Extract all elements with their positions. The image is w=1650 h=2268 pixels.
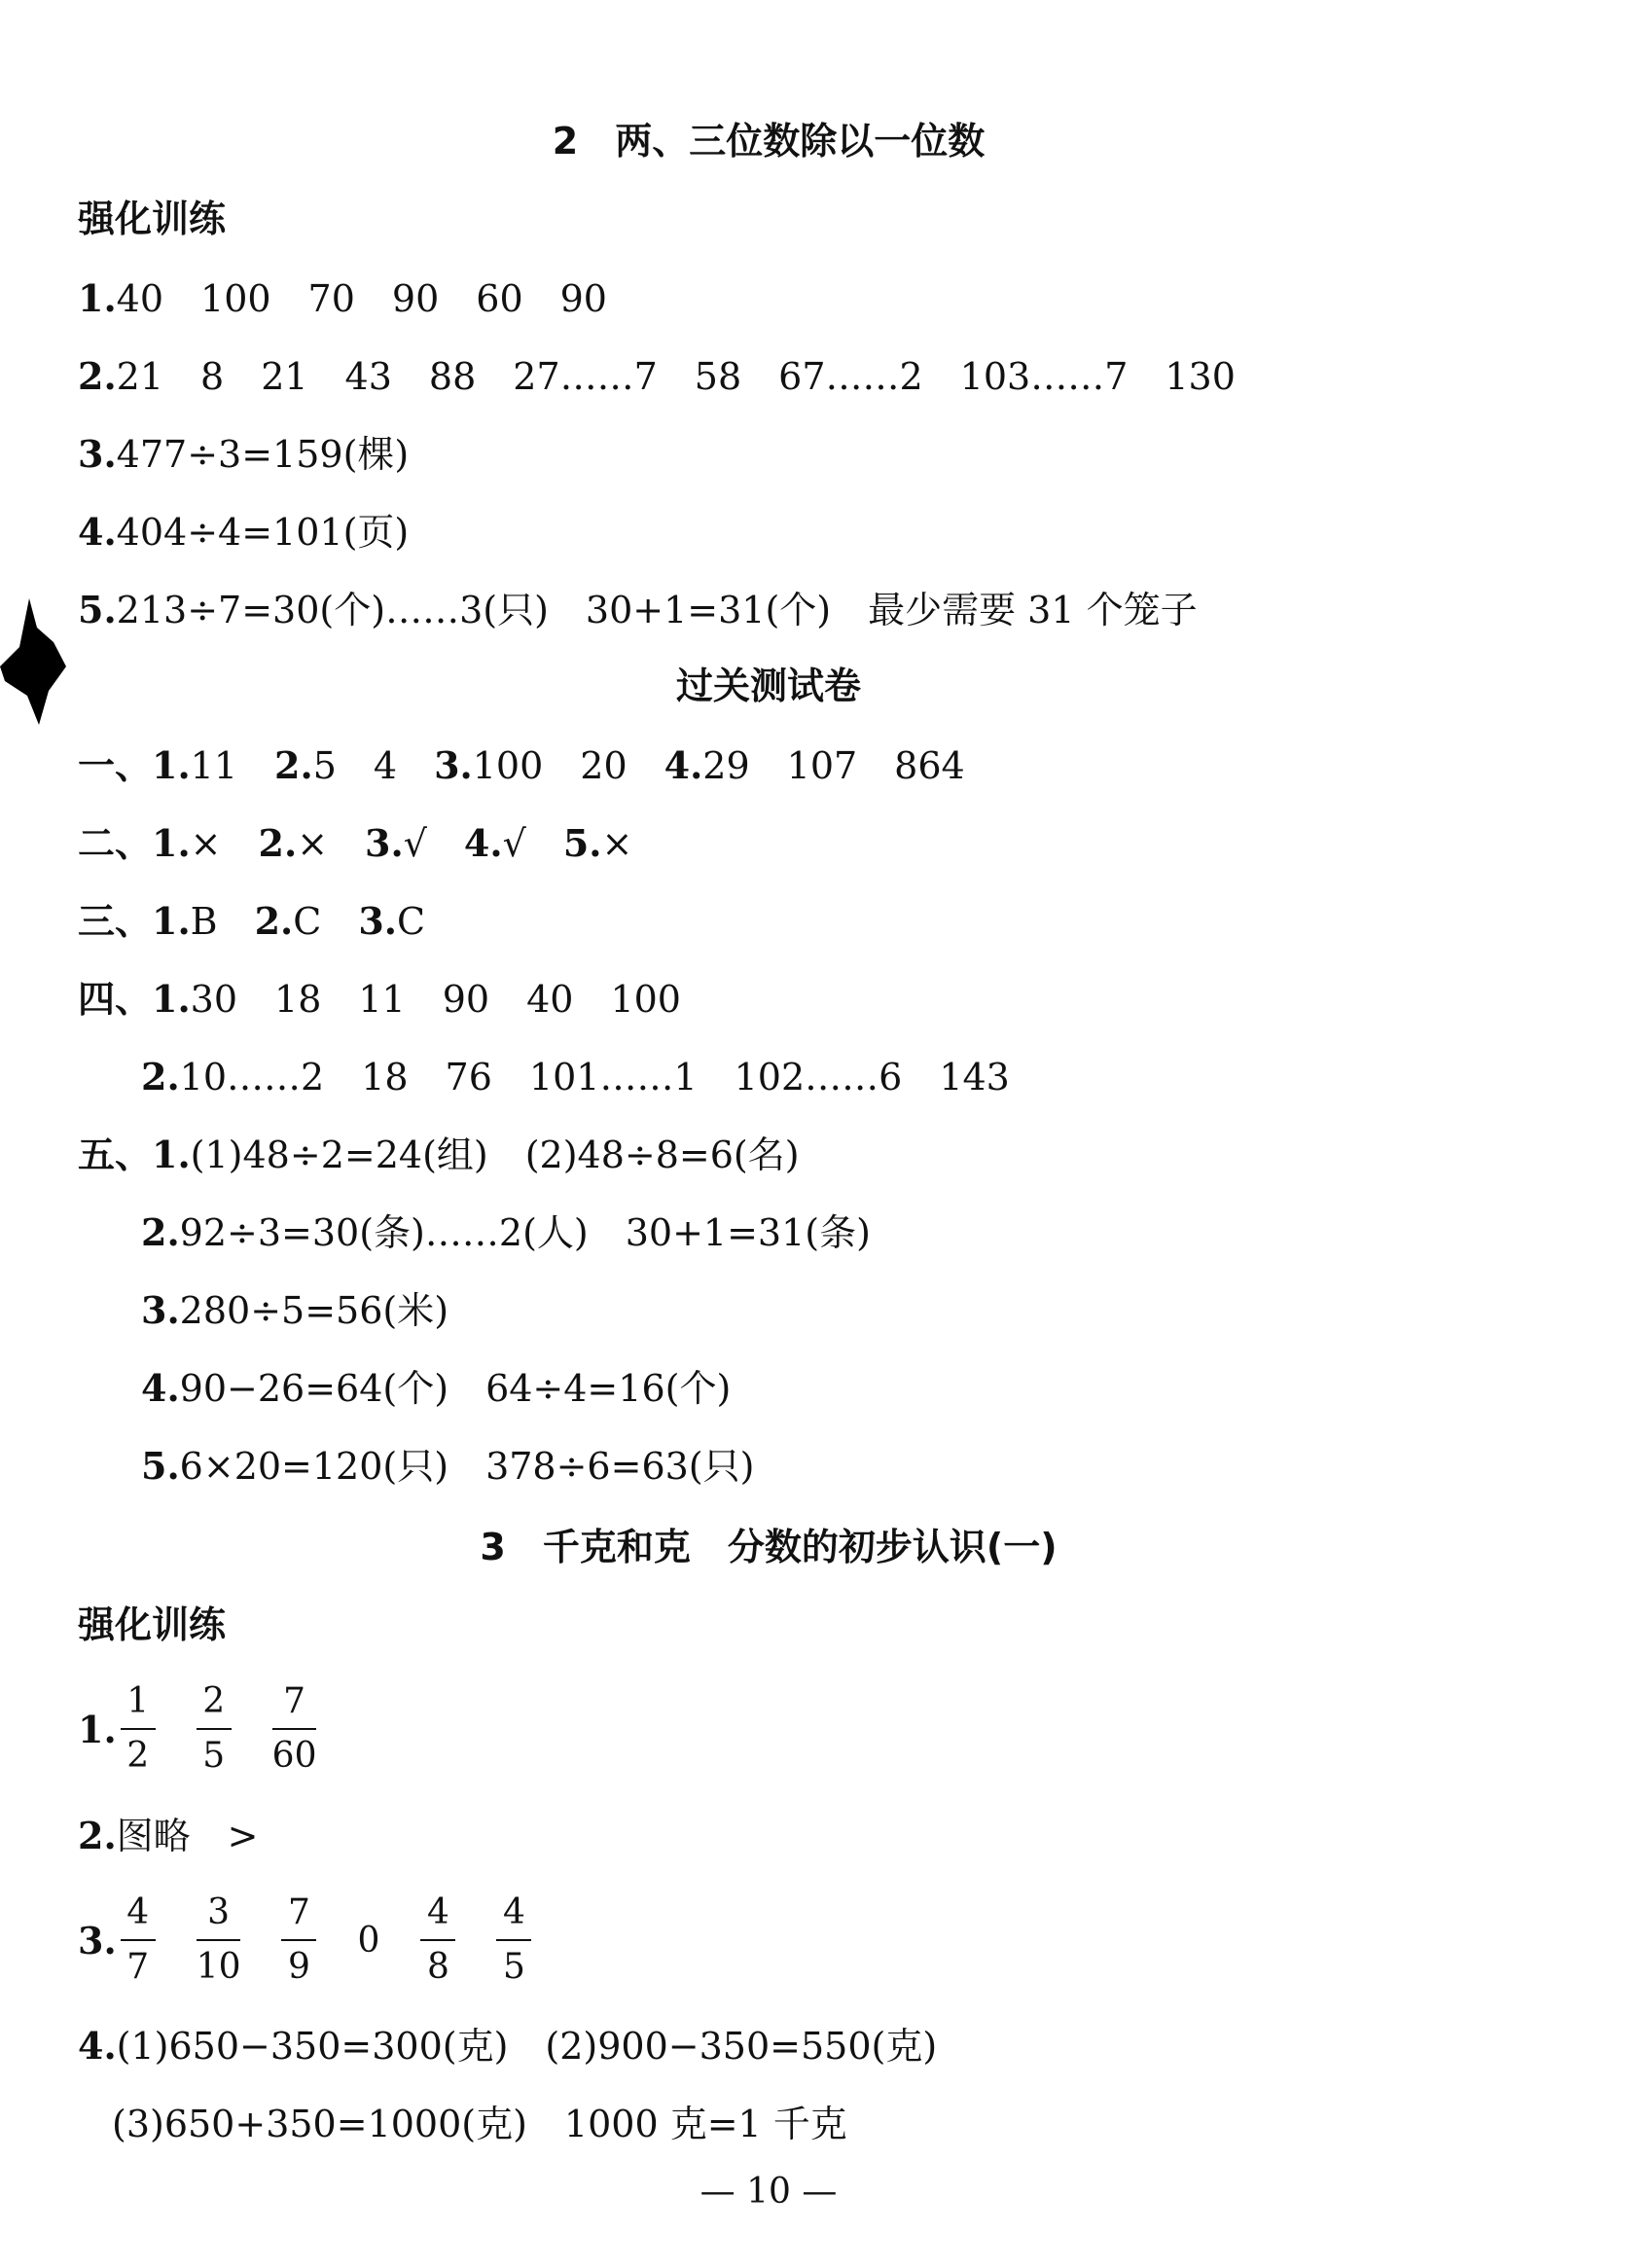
s2-item-1: 1.40 100 70 90 60 90 [78,276,607,320]
s2-item-4: 4.404÷4=101(页) [78,510,410,554]
test-line: 三、1.B 2.C 3.C [78,899,426,943]
s3-item-4-continued: (3)650+350=1000(克) 1000 克=1 千克 [112,2103,847,2145]
test-line: 四、1.30 18 11 90 40 100 [78,977,681,1021]
section2-title: 2 两、三位数除以一位数 [552,120,986,162]
test-line: 二、1.× 2.× 3.√ 4.√ 5.× [78,821,633,865]
section2-training-label: 强化训练 [78,198,227,240]
fraction: $\frac{4}{8}$ [420,1892,455,1988]
section3-title: 3 千克和克 分数的初步认识(一) [480,1526,1058,1568]
s2-item-5: 5.213÷7=30(个)……3(只) 30+1=31(个) 最少需要 31 个笼子 [78,588,1198,631]
test-line: 一、1.11 2.5 4 3.100 20 4.29 107 864 [78,743,965,787]
s2-item-2: 2.21 8 21 43 88 27……7 58 67……2 103……7 130 [78,354,1236,398]
test-line: 5.6×20=120(只) 378÷6=63(只) [141,1444,755,1488]
fraction: $\frac{2}{5}$ [197,1681,232,1777]
test-line: 2.92÷3=30(条)……2(人) 30+1=31(条) [141,1210,871,1254]
fraction: $\frac{7}{9}$ [281,1892,316,1988]
s3-item-4: 4.(1)650−350=300(克) (2)900−350=550(克) [78,2024,938,2068]
test-line: 4.90−26=64(个) 64÷4=16(个) [141,1366,732,1410]
fraction: $\frac{4}{5}$ [496,1892,531,1988]
zero-value: 0 [357,1920,380,1961]
test-title: 过关测试卷 [675,665,861,707]
s3-item-2: 2.图略 > [78,1814,259,1857]
s2-item-3: 3.477÷3=159(棵) [78,432,410,476]
page-number: — 10 — [699,2172,838,2212]
fraction: $\frac{3}{10}$ [196,1892,241,1987]
test-line: 五、1.(1)48÷2=24(组) (2)48÷8=6(名) [78,1133,800,1176]
test-line: 3.280÷5=56(米) [141,1288,449,1332]
fraction: $\frac{7}{60}$ [271,1681,317,1776]
fraction: $\frac{4}{7}$ [121,1892,156,1988]
test-line: 2.10……2 18 76 101……1 102……6 143 [141,1055,1010,1098]
s3-item-3: 3. $\frac{4}{7}$ $\frac{3}{10}$ $\frac{7}{9}$ 0 $\frac{4}{8}$ $\frac{4}{5}$ [78,1892,572,1988]
s3-item-1: 1. $\frac{1}{2}$ $\frac{2}{5}$ $\frac{7}{60}$ [78,1681,317,1776]
section3-training-label: 强化训练 [78,1603,227,1646]
fraction: $\frac{1}{2}$ [121,1681,156,1777]
